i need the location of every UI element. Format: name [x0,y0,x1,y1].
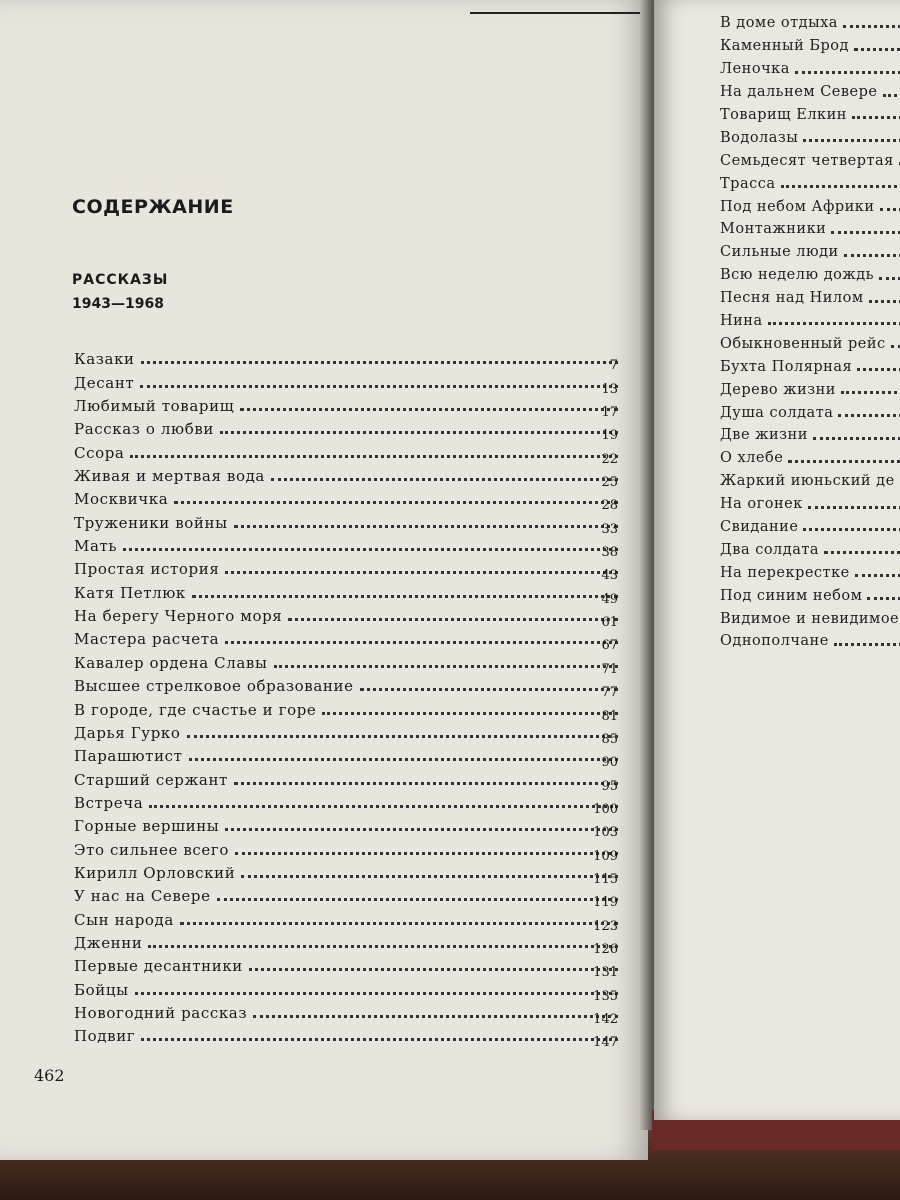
toc-entry-page: 7 [609,358,618,374]
toc-entry-title: Рассказ о любви [74,420,214,439]
toc-entry-page: 100 [593,801,618,817]
toc-entry-title: На берегу Черного моря [74,607,283,626]
toc-entry-title: Парашютист [74,747,183,766]
dot-leader [831,230,900,234]
right-toc-entry [720,100,900,123]
right-toc-entry-title: Трасса [720,175,776,192]
dot-leader [241,874,618,878]
right-toc-entry [720,557,900,580]
toc-entry-title: Новогодний рассказ [74,1003,248,1022]
toc-entry-page: 85 [601,731,618,747]
toc-entry-page: 142 [593,1011,618,1027]
dot-leader [234,781,618,785]
toc-entry-page: 33 [601,521,618,537]
right-toc-entry [720,306,900,329]
dot-leader [180,921,618,925]
right-toc-entry [720,168,900,191]
right-toc-entry [720,420,900,443]
dot-leader [288,617,618,621]
right-toc-entry-title: Нина [720,312,763,329]
page-number: 462 [34,1066,65,1085]
dot-leader [883,93,900,97]
dot-leader [867,596,900,600]
toc-trailing-page: 147 [593,1035,618,1051]
dot-leader [148,944,618,948]
right-toc-entry-title: Обыкновенный рейс [720,335,886,352]
toc-entry-title: Старший сержант [74,770,228,789]
right-toc-entry [720,351,900,374]
right-page [654,0,900,1120]
right-toc-entry-title: Всю неделю дождь [720,267,875,284]
dot-leader [880,207,900,211]
right-toc-entry-title: Песня над Нилом [720,290,864,307]
right-toc-entry [720,122,900,145]
dot-leader [192,594,618,598]
toc-entry-page: 109 [593,848,618,864]
right-toc-entry [720,534,900,557]
toc-entry-page: 131 [593,965,618,981]
contents-heading: СОДЕРЖАНИЕ [72,196,234,218]
dot-leader [141,1037,618,1041]
toc-entry-title: Любимый товарищ [74,397,235,416]
right-toc-entry [720,443,900,466]
dot-leader [803,138,900,142]
section-years: 1943—1968 [72,296,164,312]
dot-leader [149,804,618,808]
toc-entry-page: 123 [593,918,618,934]
dot-leader [235,851,618,855]
toc-entry-page: 90 [601,755,618,771]
right-toc-entry [720,466,900,489]
right-toc-entry-title: Под небом Африки [720,198,875,215]
toc-entry-title: Горные вершины [74,817,220,836]
toc-entry-page: 25 [601,475,618,491]
toc-entry-page: 119 [593,895,618,911]
right-toc-entry-title: Свидание [720,518,799,535]
toc-entry-title: Дарья Гурко [74,723,181,742]
right-toc-entry [720,145,900,168]
toc-list [74,344,618,1068]
toc-entry-page: 71 [601,661,618,677]
right-toc-entry-title: Товарищ Елкин [720,106,847,123]
toc-entry-page: 95 [601,778,618,794]
dot-leader [274,664,618,668]
dot-leader [808,505,900,509]
dot-leader [869,299,900,303]
dot-leader [768,321,900,325]
toc-entry-title: Встреча [74,793,144,812]
right-toc-entry-title: О хлебе [720,450,784,467]
toc-entry-page: 13 [601,381,618,397]
right-toc-entry [720,397,900,420]
toc-entry-title: В городе, где счастье и горе [74,700,317,719]
toc-entry-page: 115 [593,871,618,887]
dot-leader [225,570,618,574]
dot-leader [140,384,618,388]
dot-leader [843,24,900,28]
dot-leader [271,477,618,481]
toc-entry-page: 126 [593,941,618,957]
dot-leader [813,436,900,440]
toc-entry-title: Кавалер ордена Славы [74,653,268,672]
right-toc-entry [720,31,900,54]
dot-leader [135,991,618,995]
dot-leader [225,827,618,831]
right-toc-entry [720,374,900,397]
toc-entry-page: 67 [601,638,618,654]
dot-leader [141,360,618,364]
right-toc-list [720,8,900,649]
toc-entry-title: Кирилл Орловский [74,863,236,882]
toc-entry-title: Высшее стрелковое образование [74,677,354,696]
right-toc-entry [720,54,900,77]
dot-leader [841,390,900,394]
dot-leader [217,897,618,901]
right-toc-entry-title: Монтажники [720,221,827,238]
right-toc-entry [720,260,900,283]
dot-leader [852,115,900,119]
right-toc-entry [720,603,900,626]
right-toc-entry-title: Водолазы [720,129,799,146]
toc-entry-title: Катя Петлюк [74,583,186,602]
toc-entry-title: Казаки [74,350,135,369]
dot-leader [249,967,618,971]
right-toc-entry [720,191,900,214]
dot-leader [803,527,900,531]
dot-leader [824,550,900,554]
dot-leader [189,757,618,761]
toc-entry-title: Простая история [74,560,220,579]
right-toc-entry-title: Каменный Брод [720,38,849,55]
toc-entry-page: 77 [601,685,618,701]
dot-leader [253,1014,618,1018]
dot-leader [788,459,900,463]
toc-entry-title: Это сильнее всего [74,840,229,859]
toc-entry-title: Первые десантники [74,957,243,976]
toc-entry-page: 43 [601,568,618,584]
right-toc-entry [720,214,900,237]
right-toc-entry-title: Два солдата [720,541,820,558]
toc-entry-title: Ссора [74,443,125,462]
dot-leader [834,642,900,646]
dot-leader [225,640,618,644]
right-toc-entry-title: На огонек [720,496,803,513]
right-toc-entry [720,77,900,100]
dot-leader [360,687,618,691]
toc-entry-title: Труженики войны [74,513,228,532]
right-toc-entry-title: Сильные люди [720,244,839,261]
right-toc-entry [720,489,900,512]
dot-leader [220,430,618,434]
toc-entry-page: 61 [601,615,618,631]
right-toc-entry [720,512,900,535]
toc-entry-title: Живая и мертвая вода [74,467,265,486]
right-toc-entry-title: Семьдесят четвертая [720,152,894,169]
toc-entry-title: Сын народа [74,910,174,929]
toc-entry-title: У нас на Севере [74,887,211,906]
right-toc-entry-title: Дерево жизни [720,381,836,398]
section-title: РАССКАЗЫ [72,272,169,288]
toc-entry-title: Десант [74,373,135,392]
right-toc-entry-title: На дальнем Севере [720,84,878,101]
dot-leader [855,573,900,577]
right-toc-entry [720,328,900,351]
toc-entry-page: 103 [593,825,618,841]
dot-leader [857,367,900,371]
toc-entry-page: 38 [601,545,618,561]
dot-leader [234,524,618,528]
toc-entry-page: 19 [601,428,618,444]
toc-entry-title: Москвичка [74,490,169,509]
dot-leader [854,47,900,51]
right-toc-entry-title: Видимое и невидимое [720,610,900,627]
toc-entry-title: Подвиг [74,1027,136,1046]
right-toc-entry-title: Душа солдата [720,404,834,421]
toc-entry-page: 135 [593,988,618,1004]
dot-leader [879,276,900,280]
right-toc-entry [720,237,900,260]
dot-leader [838,413,900,417]
dot-leader [795,70,900,74]
right-toc-entry-title: В доме отдыха [720,15,838,32]
dot-leader [123,547,618,551]
right-toc-entry-title: Бухта Полярная [720,358,853,375]
dot-leader [844,253,900,257]
right-toc-entry-title: Жаркий июньский де [720,473,895,490]
dot-leader [187,734,618,738]
toc-entry [74,344,618,367]
toc-entry-title: Дженни [74,933,143,952]
dot-leader [240,407,618,411]
toc-entry-page: 81 [601,708,618,724]
right-toc-entry-title: На перекрестке [720,564,850,581]
dot-leader [891,344,900,348]
right-toc-entry [720,626,900,649]
right-toc-entry [720,580,900,603]
dot-leader [174,500,618,504]
toc-entry-page: 22 [601,451,618,467]
right-toc-entry [720,8,900,31]
right-toc-entry-title: Однополчане [720,633,829,650]
right-toc-entry-title: Леночка [720,61,790,78]
dot-leader [781,184,900,188]
right-toc-entry-title: Под синим небом [720,587,863,604]
right-toc-entry [720,283,900,306]
toc-entry-page: 28 [601,498,618,514]
toc-entry-title: Бойцы [74,980,129,999]
toc-entry-page: 49 [601,591,618,607]
toc-entry-title: Мать [74,537,118,556]
dot-leader [322,711,618,715]
toc-entry-page: 17 [601,405,618,421]
top-rule [470,12,642,14]
toc-entry-title: Мастера расчета [74,630,220,649]
dot-leader [130,454,618,458]
right-toc-entry-title: Две жизни [720,427,808,444]
